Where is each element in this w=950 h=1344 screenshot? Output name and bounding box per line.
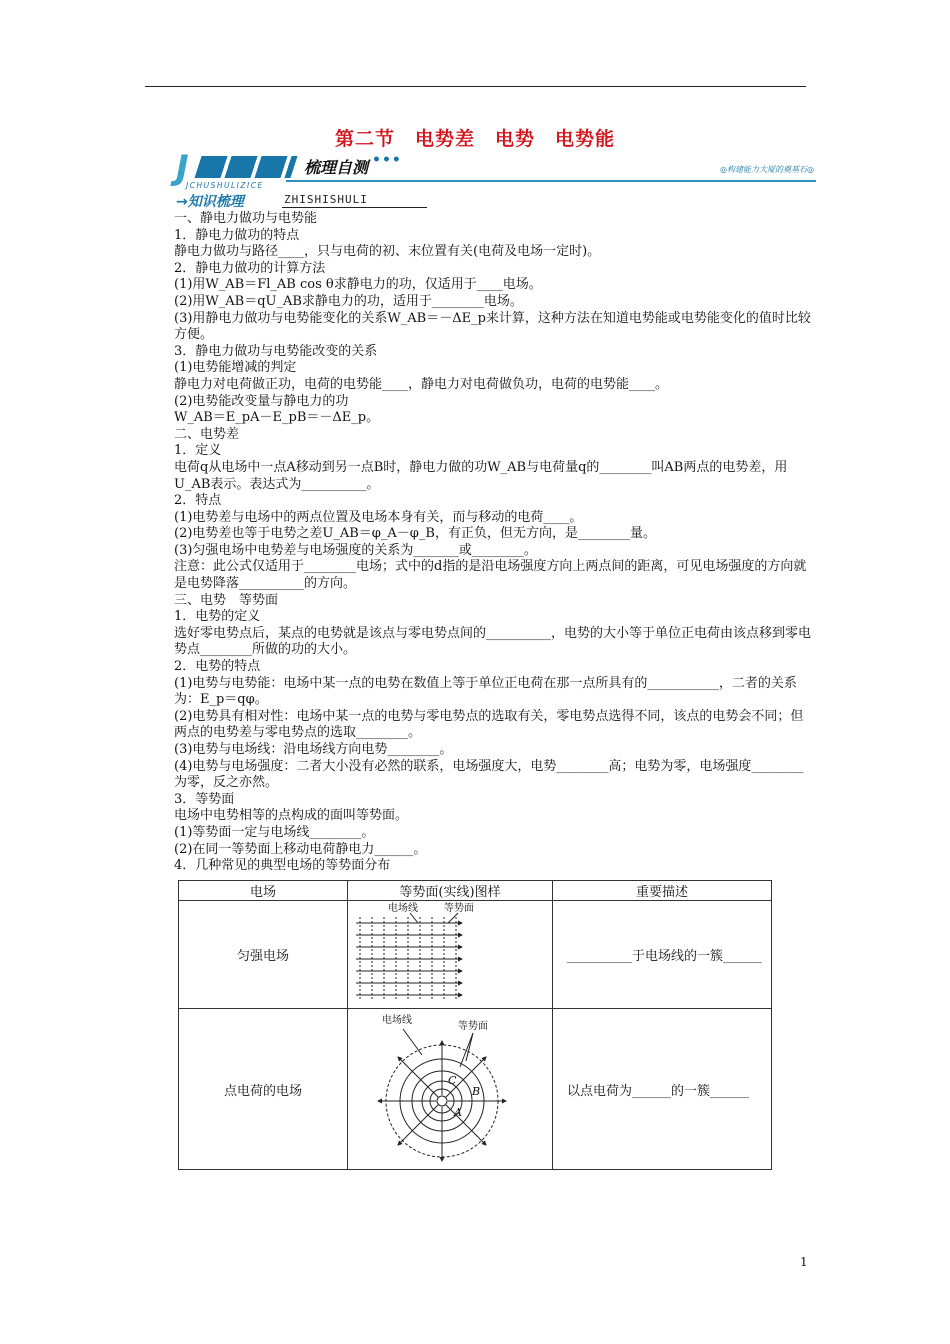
text-line: (3)用静电力做功与电势能变化的关系W_AB＝－ΔE_p来计算，这种方法在知道电势能或电势能变化的值时比较方便。 xyxy=(174,310,811,343)
text-line: (3)匀强电场中电势差与电场强度的关系为_______或________。 xyxy=(174,542,537,558)
text-line: 3．等势面 xyxy=(174,791,235,807)
point-label: B xyxy=(472,1085,481,1098)
field-name: 匀强电场 xyxy=(179,901,348,1009)
table-header: 电场 xyxy=(179,881,348,901)
point-charge-diagram xyxy=(348,1009,552,1165)
banner-dots: ••• xyxy=(372,152,402,168)
table-header: 等势面(实线)图样 xyxy=(348,881,553,901)
text-line: 2．特点 xyxy=(174,493,222,509)
text-line: 电荷q从电场中一点A移动到另一点B时，静电力做的功W_AB与电荷量q的________叫AB两点的电势差，用U_AB表示。表达式为__________。 xyxy=(174,459,788,492)
field-table xyxy=(178,880,772,1170)
body-text xyxy=(174,211,814,875)
text-line: W_AB＝E_pA－E_pB＝－ΔE_p。 xyxy=(174,410,380,426)
description-cell: 以点电荷为______的一簇______ xyxy=(553,1009,772,1170)
section-banner xyxy=(176,148,816,212)
field-line-label: 电场线 xyxy=(388,903,418,914)
text-line: 静电力做功与路径____，只与电荷的初、末位置有关(电荷及电场一定时)。 xyxy=(174,244,601,260)
banner-slogan: ◎构建能力大厦的奠基石◎ xyxy=(720,165,814,174)
text-line: (2)电势能改变量与静电力的功 xyxy=(174,393,349,409)
text-line: (2)电势具有相对性：电场中某一点的电势与零电势点的选取有关，零电势点选得不同，该点的电势会不同；但两点的电势差与零电势点的选取________。 xyxy=(174,708,804,741)
text-line: 4．几种常见的典型电场的等势面分布 xyxy=(174,858,391,874)
text-line: 1．静电力做功的特点 xyxy=(174,227,300,243)
point-charge-figure xyxy=(348,1009,553,1170)
text-line: 二、电势差 xyxy=(174,426,240,442)
banner-heading: 梳理自测 xyxy=(304,158,369,177)
banner-underline xyxy=(286,180,816,182)
text-line: 电场中电势相等的点构成的面叫等势面。 xyxy=(174,808,409,824)
text-line: (2)用W_AB＝qU_AB求静电力的功，适用于________电场。 xyxy=(174,293,523,309)
banner-letter: J xyxy=(176,148,189,188)
text-line: (1)用W_AB＝Fl_AB cos θ求静电力的功，仅适用于____电场。 xyxy=(174,277,542,293)
equipotential-label: 等势面 xyxy=(458,1021,488,1032)
text-line: 1．电势的定义 xyxy=(174,609,261,625)
text-line: 2．静电力做功的计算方法 xyxy=(174,260,326,276)
text-line: (1)电势差与电场中的两点位置及电场本身有关，而与移动的电荷____。 xyxy=(174,509,583,525)
text-line: (2)电势差也等于电势之差U_AB＝φ_A－φ_B，有正负，但无方向，是________量。 xyxy=(174,526,656,542)
text-line: (1)等势面一定与电场线________。 xyxy=(174,824,375,840)
sub-heading-rule xyxy=(282,207,427,208)
table-row xyxy=(179,1009,772,1170)
text-line: (2)在同一等势面上移动电荷静电力______。 xyxy=(174,841,427,857)
field-line-label: 电场线 xyxy=(382,1015,412,1026)
description-cell: __________于电场线的一簇______ xyxy=(553,901,772,1009)
text-line: 3．静电力做功与电势能改变的关系 xyxy=(174,343,378,359)
point-label: C xyxy=(448,1074,457,1087)
banner-pinyin: JCHUSHULIZICE xyxy=(186,181,264,190)
field-name: 点电荷的电场 xyxy=(179,1009,348,1170)
table-row xyxy=(179,901,772,1009)
text-line: (1)电势能增减的判定 xyxy=(174,360,297,376)
text-line: 三、电势 等势面 xyxy=(174,592,279,608)
text-line: (1)电势与电势能：电场中某一点的电势在数值上等于单位正电荷在那一点所具有的___________，二者的关系为：E_p＝qφ。 xyxy=(174,675,797,708)
text-line: 静电力对电荷做正功，电荷的电势能____，静电力对电荷做负功，电荷的电势能____。 xyxy=(174,376,669,392)
text-line: 选好零电势点后，某点的电势就是该点与零电势点间的__________，电势的大小等于单位正电荷由该点移到零电势点________所做的功的大小。 xyxy=(174,625,812,658)
text-line: (3)电势与电场线：沿电场线方向电势________。 xyxy=(174,742,453,757)
uniform-field-figure xyxy=(348,901,553,1009)
page-number: 1 xyxy=(800,1255,808,1269)
table-header: 重要描述 xyxy=(553,881,772,901)
banner-stripe xyxy=(194,156,297,178)
text-line: (4)电势与电场强度：二者大小没有必然的联系，电场强度大，电势________高；电势为零，电场强度________为零，反之亦然。 xyxy=(174,758,804,791)
page-title: 第二节 电势差 电势 电势能 xyxy=(334,128,615,150)
text-line: 注意：此公式仅适用于________电场；式中的d指的是沿电场强度方向上两点间的距离，可见电场强度的方向就是电势降落__________的方向。 xyxy=(174,559,807,592)
header-rule xyxy=(145,86,806,87)
point-label: A xyxy=(454,1106,462,1119)
equipotential-label: 等势面 xyxy=(444,903,474,914)
table-header-row xyxy=(179,881,772,901)
text-line: 2．电势的特点 xyxy=(174,659,261,675)
sub-heading: →知识梳理 xyxy=(176,194,244,210)
sub-heading-pinyin: ZHISHISHULI xyxy=(284,193,368,206)
uniform-field-diagram xyxy=(348,901,552,1004)
text-line: 一、静电力做功与电势能 xyxy=(174,211,318,226)
text-line: 1．定义 xyxy=(174,443,222,459)
